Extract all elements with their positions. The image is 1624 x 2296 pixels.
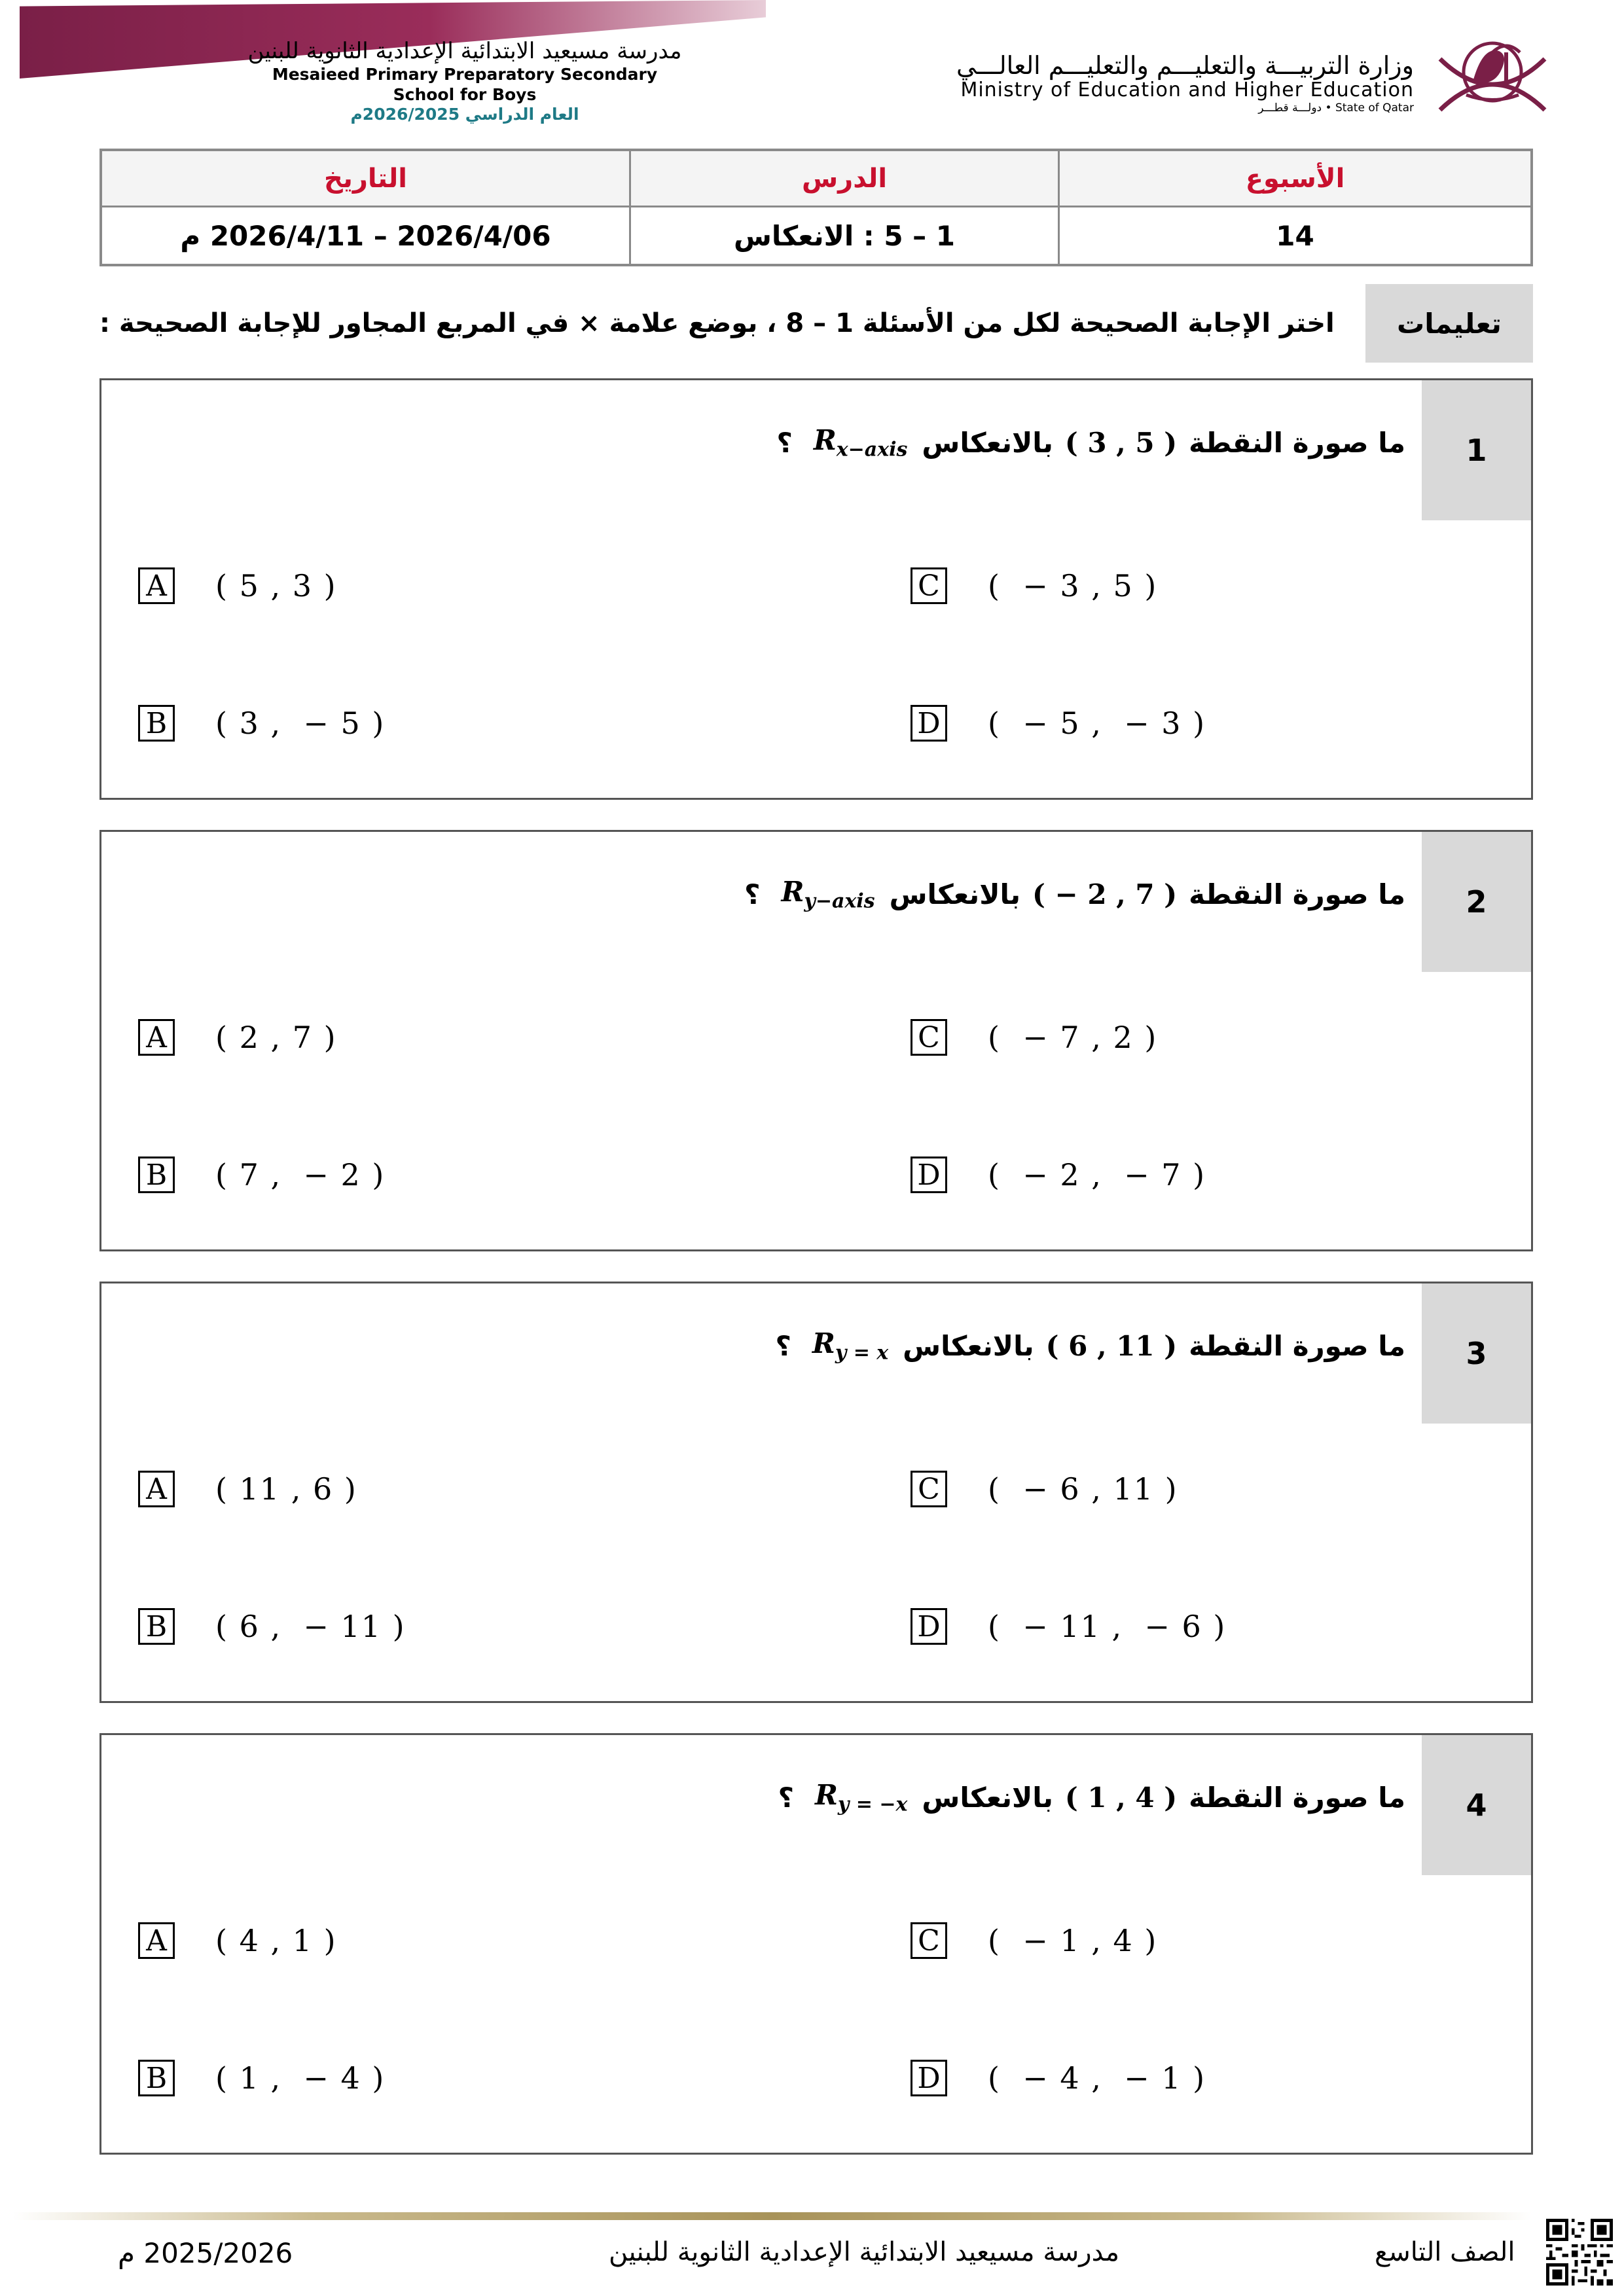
reflection-base: R — [813, 423, 837, 456]
answer-value-c: ( − 1 , 4 ) — [988, 1923, 1158, 1958]
answer-value-d: ( − 5 , − 3 ) — [988, 706, 1206, 741]
question-box — [99, 378, 1533, 800]
reflection-word: بالانعكاس — [922, 426, 1053, 459]
answer-value-b: ( 6 , − 11 ) — [215, 1609, 406, 1644]
reflection-subscript: y = x — [835, 1341, 889, 1365]
answer-checkbox-b[interactable]: B — [138, 705, 175, 742]
answer-checkbox-a[interactable]: A — [138, 1922, 175, 1959]
qatar-emblem-icon — [1427, 33, 1558, 118]
answer-checkbox-d[interactable]: D — [911, 1157, 947, 1193]
answer-value-a: ( 2 , 7 ) — [215, 1020, 337, 1055]
answer-option-c — [911, 565, 1157, 606]
school-name-english-line1: Mesaieed Primary Preparatory Secondary — [272, 65, 658, 84]
week-header: الأسبوع — [1058, 151, 1530, 207]
answer-option-a — [138, 1469, 357, 1509]
instructions-label: تعليمات — [1365, 284, 1533, 363]
lesson-header: الدرس — [629, 151, 1058, 207]
question-point: ( 1 , 4 ) — [1064, 1781, 1178, 1814]
question-mark: ؟ — [776, 426, 793, 459]
footer-school-name: مدرسة مسيعيد الابتدائية الإعدادية الثانوية للبنين — [609, 2237, 1120, 2267]
school-name-arabic: مدرسة مسيعيد الابتدائية الإعدادية الثانوية للبنين — [247, 38, 682, 64]
state-of-qatar-label: State of Qatar • دولـــة قطـــر — [1258, 101, 1414, 115]
answer-value-b: ( 1 , − 4 ) — [215, 2060, 386, 2096]
week-value: 14 — [1058, 207, 1530, 264]
answer-checkbox-b[interactable]: B — [138, 2060, 175, 2096]
answer-value-c: ( − 3 , 5 ) — [988, 568, 1158, 603]
answer-option-b — [138, 703, 385, 744]
answer-option-a — [138, 1920, 337, 1961]
question-box — [99, 830, 1533, 1251]
answer-checkbox-b[interactable]: B — [138, 1157, 175, 1193]
reflection-subscript: x−axis — [836, 438, 908, 461]
question-text — [778, 1778, 1405, 1817]
answer-option-c — [911, 1920, 1157, 1961]
answer-checkbox-c[interactable]: C — [911, 1019, 947, 1056]
answer-option-b — [138, 1606, 406, 1647]
instructions-text: اختر الإجابة الصحيحة لكل من الأسئلة 1 – 8 ، بوضع علامة × في المربع المجاور للإجابة الصحيحة : — [99, 308, 1335, 338]
reflection-base: R — [815, 1778, 838, 1811]
answer-value-c: ( − 7 , 2 ) — [988, 1020, 1158, 1055]
answer-option-a — [138, 565, 337, 606]
question-number: 1 — [1422, 380, 1531, 520]
footer-divider — [13, 2212, 1532, 2220]
answer-value-a: ( 11 , 6 ) — [215, 1471, 357, 1507]
question-mark: ؟ — [744, 878, 761, 910]
footer-year: 2025/2026 م — [118, 2237, 293, 2269]
answer-option-d — [911, 2058, 1206, 2098]
qr-code-icon — [1546, 2219, 1613, 2286]
question-prefix: ما صورة النقطة — [1189, 1329, 1405, 1362]
question-prefix: ما صورة النقطة — [1189, 426, 1405, 459]
reflection-word: بالانعكاس — [922, 1781, 1053, 1814]
answer-checkbox-a[interactable]: A — [138, 567, 175, 604]
question-point: ( 6 , 11 ) — [1045, 1329, 1178, 1362]
answer-value-b: ( 7 , − 2 ) — [215, 1157, 386, 1193]
school-header — [216, 38, 713, 124]
reflection-notation — [781, 876, 875, 912]
answer-value-b: ( 3 , − 5 ) — [215, 706, 386, 741]
answer-option-c — [911, 1469, 1178, 1509]
answer-value-a: ( 4 , 1 ) — [215, 1923, 337, 1958]
answer-checkbox-d[interactable]: D — [911, 2060, 947, 2096]
answer-checkbox-b[interactable]: B — [138, 1608, 175, 1645]
question-prefix: ما صورة النقطة — [1189, 1781, 1405, 1814]
lesson-info-table — [99, 149, 1533, 266]
question-text — [744, 874, 1405, 914]
answer-value-d: ( − 11 , − 6 ) — [988, 1609, 1227, 1644]
question-number: 3 — [1422, 1283, 1531, 1424]
answer-option-b — [138, 2058, 385, 2098]
question-box — [99, 1282, 1533, 1703]
reflection-notation — [812, 1327, 888, 1364]
reflection-base: R — [812, 1327, 835, 1359]
footer-grade: الصف التاسع — [1375, 2237, 1515, 2267]
question-text — [776, 423, 1405, 462]
answer-checkbox-c[interactable]: C — [911, 1471, 947, 1507]
reflection-notation — [814, 424, 908, 461]
answer-checkbox-d[interactable]: D — [911, 705, 947, 742]
answer-checkbox-a[interactable]: A — [138, 1471, 175, 1507]
answer-checkbox-c[interactable]: C — [911, 567, 947, 604]
school-name-english-line2: School for Boys — [393, 85, 537, 104]
question-box — [99, 1733, 1533, 2155]
question-number: 4 — [1422, 1735, 1531, 1875]
question-mark: ؟ — [778, 1781, 794, 1814]
reflection-base: R — [781, 875, 804, 908]
answer-value-d: ( − 4 , − 1 ) — [988, 2060, 1206, 2096]
answer-option-a — [138, 1017, 337, 1058]
answer-option-d — [911, 703, 1206, 744]
reflection-subscript: y = −x — [837, 1793, 908, 1816]
answer-option-b — [138, 1155, 385, 1195]
lesson-value: 1 – 5 : الانعكاس — [629, 207, 1058, 264]
ministry-header — [890, 51, 1414, 115]
answer-checkbox-d[interactable]: D — [911, 1608, 947, 1645]
question-mark: ؟ — [775, 1329, 791, 1362]
answer-option-d — [911, 1606, 1226, 1647]
answer-option-d — [911, 1155, 1206, 1195]
academic-year: العام الدراسي 2026/2025م — [350, 105, 579, 124]
reflection-word: بالانعكاس — [889, 878, 1021, 910]
answer-value-d: ( − 2 , − 7 ) — [988, 1157, 1206, 1193]
ministry-name-english: Ministry of Education and Higher Education — [960, 79, 1414, 101]
answer-option-c — [911, 1017, 1157, 1058]
answer-value-c: ( − 6 , 11 ) — [988, 1471, 1178, 1507]
question-point: ( − 2 , 7 ) — [1032, 878, 1178, 910]
date-header: التاريخ — [102, 151, 629, 207]
question-number: 2 — [1422, 832, 1531, 972]
question-prefix: ما صورة النقطة — [1189, 878, 1405, 910]
date-value: 2026/4/06 – 2026/4/11 م — [180, 219, 551, 252]
answer-value-a: ( 5 , 3 ) — [215, 568, 337, 603]
reflection-subscript: y−axis — [804, 889, 875, 913]
question-point: ( 3 , 5 ) — [1064, 426, 1178, 459]
question-text — [776, 1326, 1405, 1365]
answer-checkbox-a[interactable]: A — [138, 1019, 175, 1056]
reflection-notation — [815, 1779, 907, 1816]
answer-checkbox-c[interactable]: C — [911, 1922, 947, 1959]
ministry-name-arabic: وزارة التربيـــة والتعليـــم والتعليـــم العالـــي — [956, 51, 1414, 80]
reflection-word: بالانعكاس — [903, 1329, 1034, 1362]
